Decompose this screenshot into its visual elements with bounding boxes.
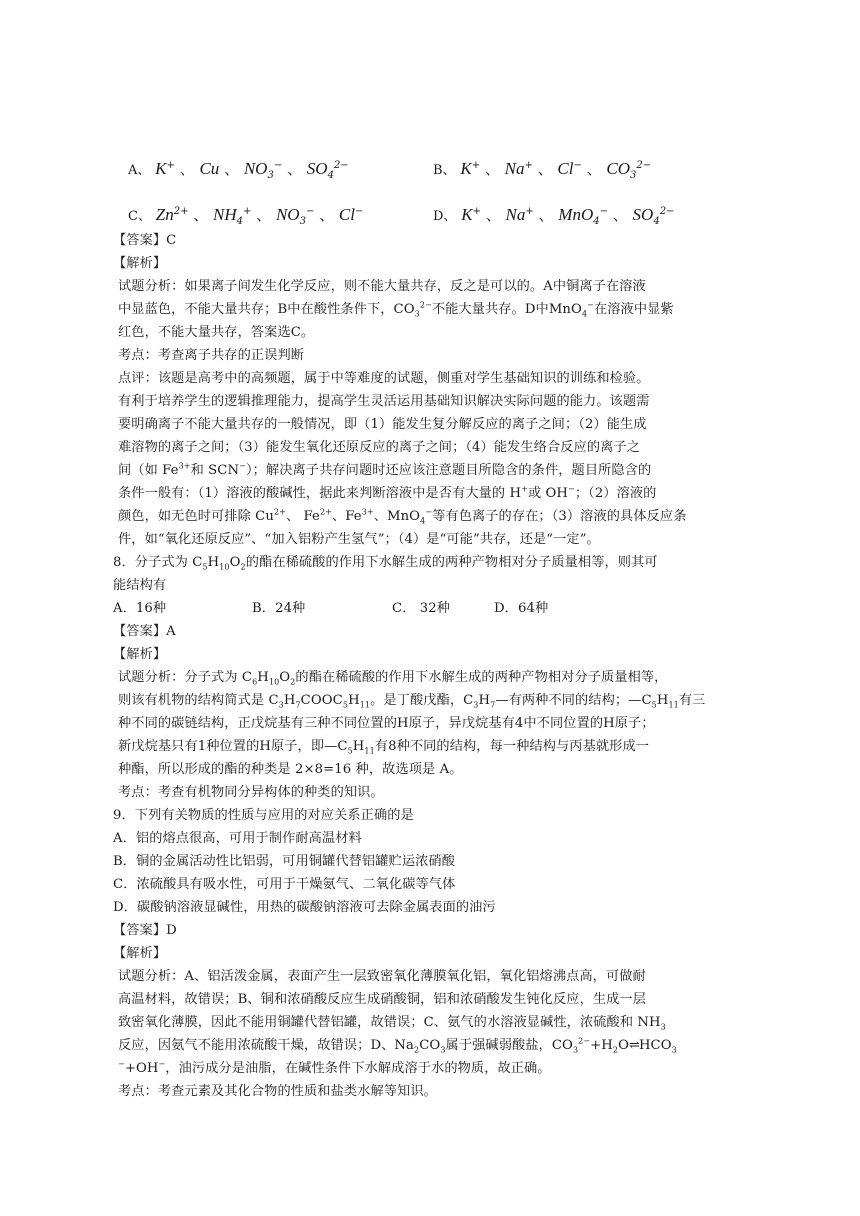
q9-option-b: B．铜的金属活动性比铝弱，可用铜罐代替铝罐贮运浓硝酸 <box>113 854 455 869</box>
q8-analysis-line-5: 种酯，所以形成的酯的种类是 2×8=16 种，故选项是 A。 <box>118 762 463 777</box>
q9-stem: 9．下列有关物质的性质与应用的对应关系正确的是 <box>113 808 414 823</box>
reversible-arrow-icon: ⇌ <box>629 1038 639 1053</box>
q8-stem-line-2: 能结构有 <box>113 578 167 593</box>
q8-answer: 【答案】A <box>113 624 176 639</box>
q8-analysis-title: 【解析】 <box>113 647 167 662</box>
q7-analysis-line-2: 中显蓝色，不能大量共存；B中在酸性条件下，$CO_3^{2-}$不能大量共存。D中MnO$_4$−在溶液中显紫 <box>118 300 674 319</box>
q9-analysis-line-4: 反应，因氨气不能用浓硫酸干燥，故错误；D、$Na_2CO_3$属于强碱弱酸盐，$CO_3^{2-}+H_2O\rightleftharpoons HCO_3$ <box>118 1036 677 1055</box>
q7-analysis-line-1: 试题分析：如果离子间发生化学反应，则不能大量共存，反之是可以的。A中铜离子在溶液 <box>118 279 646 294</box>
q7-comment-line-5: 间（如 $Fe^{3+}$和 SCN−）；解决离子共存问题时还应该注意题目所隐含的条件，题目所隐含的 <box>118 461 652 478</box>
q7-option-c: C、 $Zn^{2+}$ 、 $NH_4^+$ 、 $NO_3^-$ 、 Cl− <box>128 205 364 227</box>
q9-analysis-line-5: −+OH−，油污成分是油脂，在碱性条件下水解成溶于水的物质，故正确。 <box>118 1059 551 1076</box>
q8-analysis-line-2: 则该有机物的结构简式是 $C_3H_7COOC_5H_{11}$。是丁酸戊酯，$C_3H_7—$有两种不同的结构；$—C_5H_{11}$有三 <box>118 693 706 710</box>
q7-comment-line-7: 颜色，如无色时可排除 $Cu^{2+}$、 $Fe^{2+}$、$Fe^{3+}$、MnO$_4$−等有色离子的存在；（3）溶液的具体反应条 <box>118 507 687 526</box>
q8-option-c: C． 32种 <box>392 601 451 616</box>
q7-answer: 【答案】C <box>113 233 177 248</box>
q9-answer: 【答案】D <box>113 923 177 938</box>
q8-analysis-line-3: 种不同的碳链结构，正戊烷基有三种不同位置的H原子，异戊烷基有4中不同位置的H原子； <box>118 716 655 731</box>
q9-analysis-line-3: 致密氧化薄膜，因此不能用铜罐代替铝罐，故错误；C、氨气的水溶液显碱性，浓硫酸和 $NH_3$ <box>118 1015 666 1032</box>
q7-comment-line-2: 有利于培养学生的逻辑推理能力，提高学生灵活运用基础知识解决实际问题的能力。该题需 <box>118 394 650 409</box>
q9-analysis-line-2: 高温材料，故错误；B、铜和浓硝酸反应生成硝酸铜，铝和浓硝酸发生钝化反应，生成一层 <box>118 992 646 1007</box>
q7-comment-line-3: 要明确离子不能大量共存的一般情况，即（1）能发生复分解反应的离子之间；（2）能生成 <box>118 417 647 432</box>
q7-option-a: A、 K+ 、 Cu 、 $NO_3^-$ 、 $SO_4^{2-}$ <box>128 159 349 181</box>
q9-analysis-title: 【解析】 <box>113 946 167 961</box>
q7-comment-line-4: 难溶物的离子之间；（3）能发生氧化还原反应的离子之间；（4）能发生络合反应的离子之 <box>118 440 640 455</box>
q8-analysis-line-1: 试题分析：分子式为 $C_6H_{10}O_2$的酯在稀硫酸的作用下水解生成的两种产物相对分子质量相等， <box>118 670 668 687</box>
q7-option-b: B、 K+ 、 Na+ 、 Cl− 、 $CO_3^{2-}$ <box>433 159 652 181</box>
q8-option-a: A．16种 <box>113 601 167 616</box>
q8-analysis-line-4: 新戊烷基只有1种位置的H原子，即$—C_5H_{11}$有8种不同的结构，每一种结构与丙基就形成一 <box>118 739 650 756</box>
q7-comment-line-8: 件，如“氧化还原反应”、“加入铝粉产生氢气”；（4）是“可能”共存，还是“一定”。 <box>118 532 600 547</box>
q9-kaodian: 考点：考查元素及其化合物的性质和盐类水解等知识。 <box>118 1084 437 1099</box>
q7-kaodian: 考点：考查离子共存的正误判断 <box>118 348 305 363</box>
q8-kaodian: 考点：考查有机物同分异构体的种类的知识。 <box>118 785 384 800</box>
q7-comment-line-1: 点评：该题是高考中的高频题，属于中等难度的试题，侧重对学生基础知识的训练和检验。 <box>118 371 650 386</box>
q8-option-b: B．24种 <box>252 601 306 616</box>
q9-option-c: C．浓硫酸具有吸水性，可用于干燥氨气、二氧化碳等气体 <box>113 877 456 892</box>
q7-analysis-line-3: 红色，不能大量共存，答案选C。 <box>118 325 315 340</box>
q7-comment-line-6: 条件一般有：（1）溶液的酸碱性，据此来判断溶液中是否有大量的 H+或 OH−；（2）溶液的 <box>118 484 657 501</box>
q9-option-a: A．铝的熔点很高，可用于制作耐高温材料 <box>113 831 362 846</box>
q7-analysis-title: 【解析】 <box>113 256 167 271</box>
q7-option-d: D、 K+ 、 Na+ 、 MnO$_4$− 、 $SO_4^{2-}$ <box>433 205 675 227</box>
q8-stem-line-1: 8．分子式为 $C_5H_{10}O_2$的酯在稀硫酸的作用下水解生成的两种产物相对分子质量相等，则其可 <box>113 555 658 572</box>
q9-analysis-line-1: 试题分析：A、铝活泼金属，表面产生一层致密氧化薄膜氧化铝，氧化铝熔沸点高，可做耐 <box>118 969 646 984</box>
q9-option-d: D．碳酸钠溶液显碱性，用热的碳酸钠溶液可去除金属表面的油污 <box>113 900 496 915</box>
q8-option-d: D．64种 <box>494 601 549 616</box>
